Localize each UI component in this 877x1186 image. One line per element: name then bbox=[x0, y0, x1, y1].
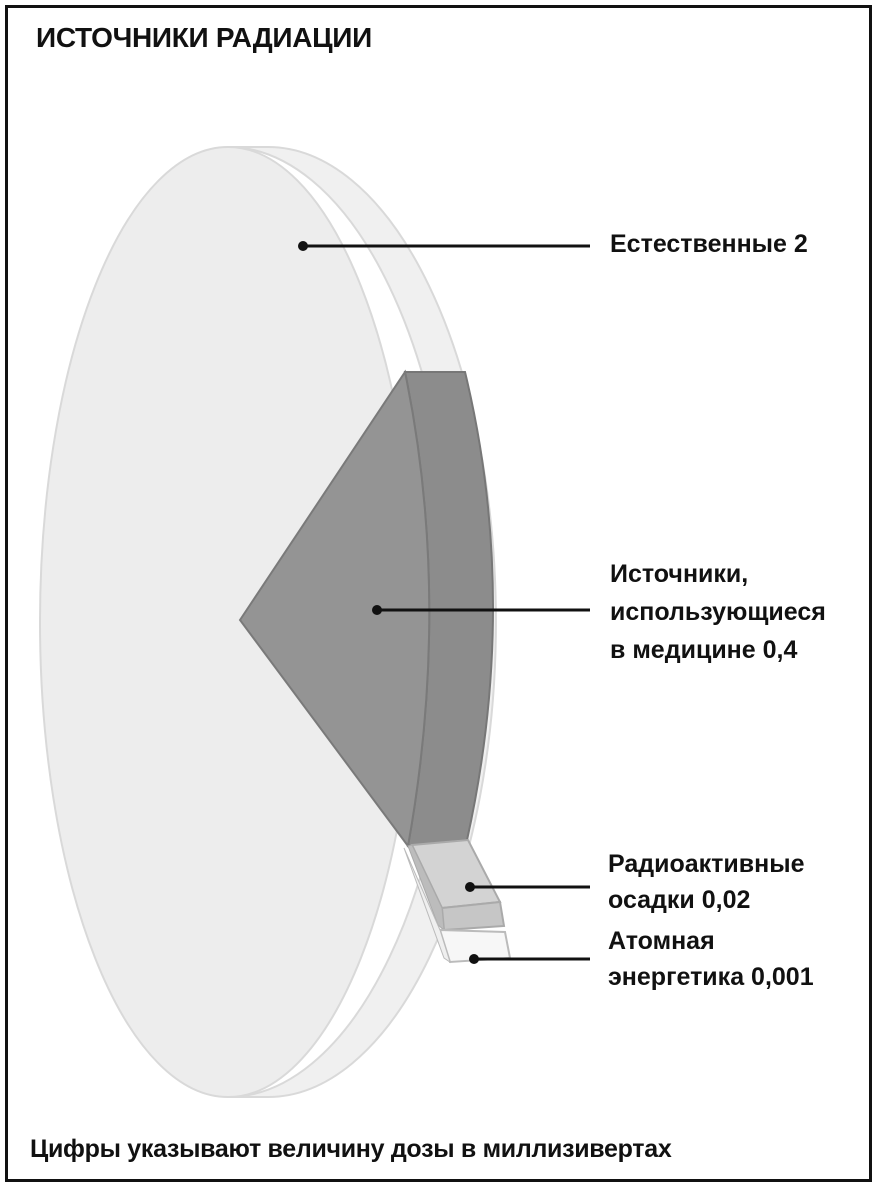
slice-label-fallout-line-2: осадки 0,02 bbox=[608, 886, 751, 914]
slice-labels bbox=[608, 230, 826, 991]
slice-label-natural-line-1: Естественные 2 bbox=[610, 230, 808, 258]
slice-fallout-front bbox=[442, 902, 504, 930]
chart-title: ИСТОЧНИКИ РАДИАЦИИ bbox=[36, 22, 372, 53]
slice-label-nuclear-line-2: энергетика 0,001 bbox=[608, 963, 814, 991]
slice-label-medicine-line-2: использующиеся bbox=[610, 598, 826, 626]
chart-footnote: Цифры указывают величину дозы в миллизивертах bbox=[30, 1135, 672, 1163]
slice-label-nuclear-line-1: Атомная bbox=[608, 927, 715, 955]
slice-label-medicine-line-3: в медицине 0,4 bbox=[610, 636, 798, 664]
slice-label-medicine-line-1: Источники, bbox=[610, 560, 749, 588]
slice-label-fallout-line-1: Радиоактивные bbox=[608, 850, 805, 878]
